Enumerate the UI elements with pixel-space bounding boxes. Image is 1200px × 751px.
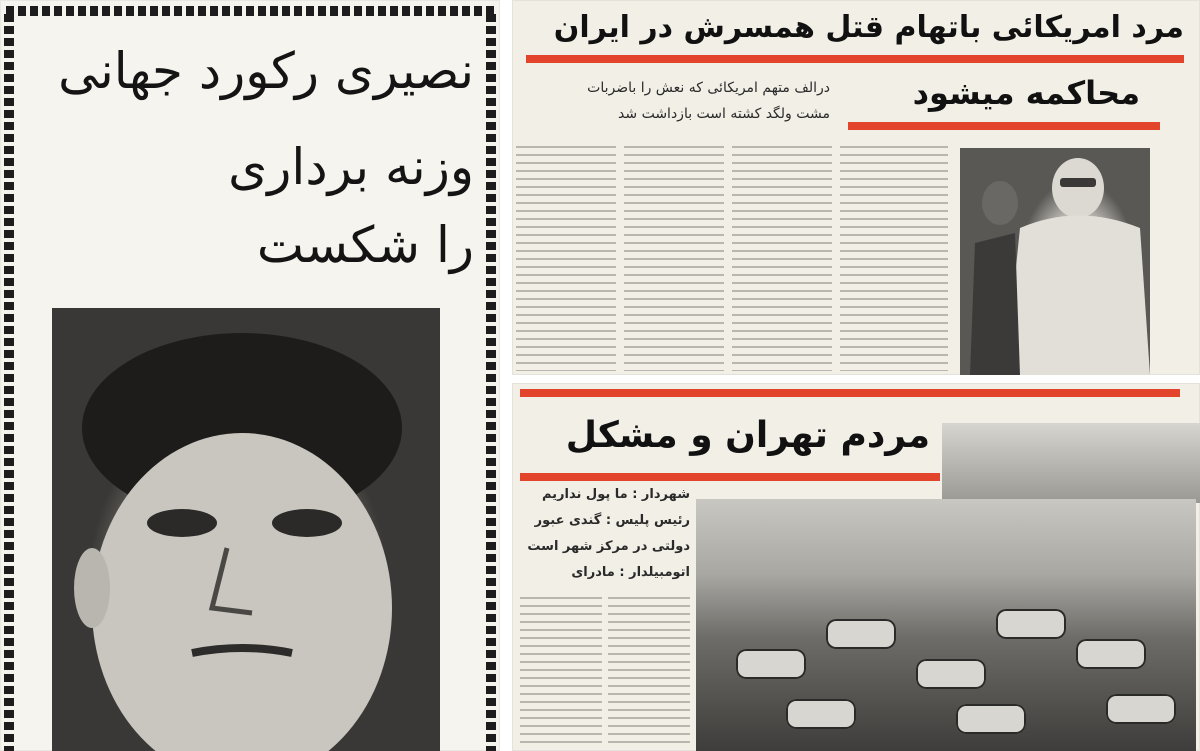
left-headline-line3: را شکست <box>256 216 474 274</box>
car <box>996 609 1066 639</box>
br-lead-line-4: اتومبیلدار : مادرای <box>571 565 690 580</box>
tr-text-column-3 <box>732 146 832 371</box>
br-headline: مردم تهران و مشکل <box>565 415 930 456</box>
car <box>826 619 896 649</box>
br-text-column-2 <box>608 597 690 747</box>
top-right-clipping <box>512 0 1200 375</box>
tr-subhead-line1: درالف متهم امریکائی که نعش را باضربات <box>587 80 830 96</box>
portrait-illustration <box>52 308 440 751</box>
br-lead-line-3: دولتی در مرکز شهر است <box>527 539 690 554</box>
dashed-border-left <box>4 14 14 751</box>
car <box>956 704 1026 734</box>
car <box>786 699 856 729</box>
br-lead-line-2: رئیس پلیس : گندی عبور <box>534 513 690 528</box>
br-lead-line-1: شهردار : ما پول نداریم <box>541 487 690 502</box>
left-clipping <box>0 0 500 751</box>
tr-headline-continued: محاکمه میشود <box>912 74 1140 112</box>
br-red-rule-top <box>520 389 1180 397</box>
br-text-column-1 <box>520 597 602 747</box>
car <box>736 649 806 679</box>
tr-text-column-2 <box>624 146 724 371</box>
left-headline-line1: نصیری رکورد جهانی <box>58 42 474 100</box>
tehran-traffic-photo <box>696 499 1196 751</box>
tr-text-column-1 <box>516 146 616 371</box>
tr-red-rule-2 <box>848 122 1160 130</box>
left-headline-line2: وزنه برداری <box>228 138 474 196</box>
tr-headline: مرد امریکائی باتهام قتل همسرش در ایران <box>553 10 1184 45</box>
weightlifter-portrait-photo <box>52 308 440 751</box>
defendant-illustration <box>960 148 1150 375</box>
car <box>916 659 986 689</box>
tr-subhead-line2: مشت ولگد کشته است بازداشت شد <box>618 106 830 122</box>
tr-red-rule-1 <box>526 55 1184 63</box>
tehran-buildings-photo <box>942 423 1200 503</box>
dashed-border-top <box>6 6 494 16</box>
car <box>1076 639 1146 669</box>
tr-text-column-4 <box>840 146 948 371</box>
br-red-rule-bottom <box>520 473 940 481</box>
american-defendant-photo <box>960 148 1150 375</box>
bottom-right-clipping <box>512 383 1200 751</box>
car <box>1106 694 1176 724</box>
dashed-border-right <box>486 14 496 751</box>
